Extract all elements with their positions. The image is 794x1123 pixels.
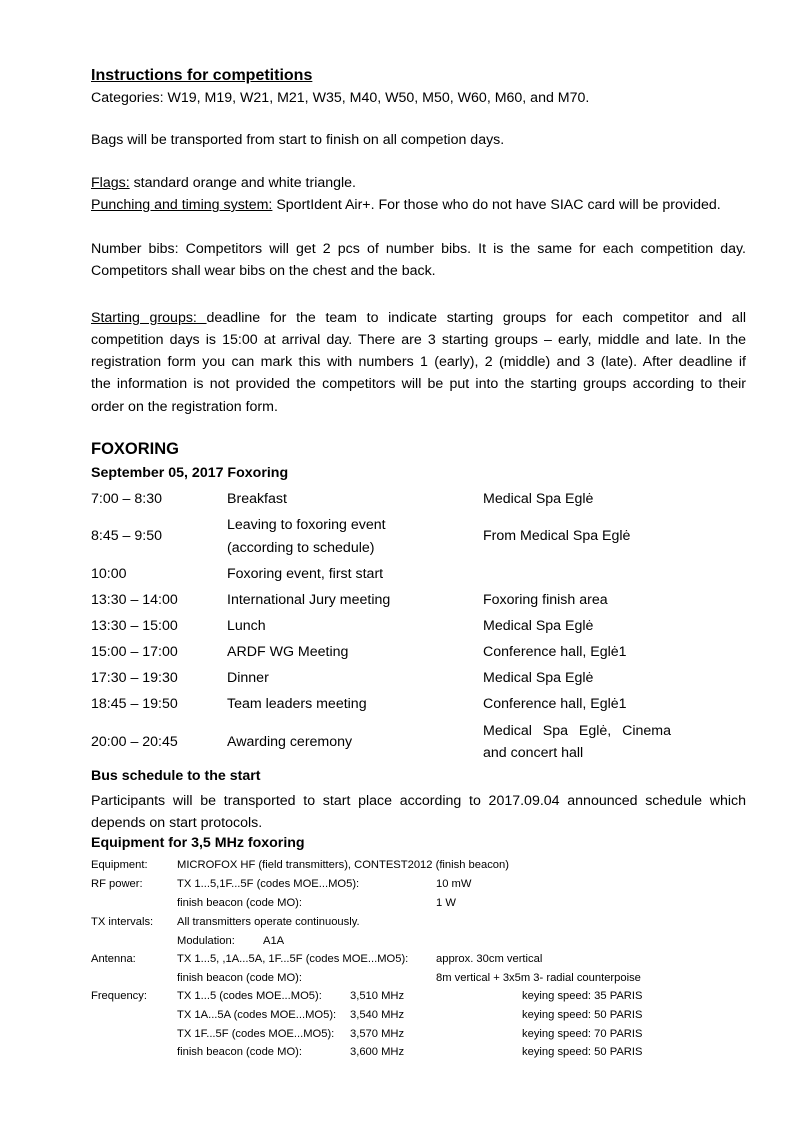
frequency-tx: finish beacon (code MO): — [177, 1046, 302, 1058]
rf-power-beacon: finish beacon (code MO): — [177, 897, 302, 909]
modulation-value: A1A — [263, 935, 285, 947]
frequency-mhz: 3,570 MHz — [350, 1028, 405, 1040]
frequency-speed: keying speed: 70 PARIS — [522, 1028, 643, 1040]
schedule-place: Conference hall, Eglė1 — [483, 643, 627, 660]
foxoring-schedule-table — [91, 486, 673, 767]
table-row — [91, 613, 673, 639]
schedule-event: Team leaders meeting — [227, 695, 367, 712]
equipment-value: MICROFOX HF (field transmitters), CONTEST2012 (finish beacon) — [177, 859, 509, 871]
table-row — [91, 717, 673, 767]
schedule-place: From Medical Spa Eglė — [483, 528, 631, 545]
schedule-place-line-1: Medical Spa Eglė, Cinema — [483, 722, 671, 739]
punching-line — [91, 194, 721, 216]
categories-text: Categories: W19, M19, W21, M21, W35, M40, W50, M50, W60, M60, and M70. — [91, 90, 590, 106]
punching-text: SportIdent Air+. For those who do not have SIAC card will be provided. — [272, 197, 721, 213]
frequency-tx: TX 1F...5F (codes MOE...MO5): — [177, 1028, 335, 1040]
schedule-event: Lunch — [227, 617, 266, 634]
schedule-place-line-2: and concert hall — [483, 745, 584, 761]
bus-line-2: depends on start protocols. — [91, 815, 263, 831]
schedule-place: Conference hall, Eglė1 — [483, 695, 627, 712]
table-row — [91, 486, 673, 512]
bus-line-1: Participants will be transported to start place according to 2017.09.04 announced schedule which — [91, 793, 746, 809]
table-row — [91, 512, 673, 561]
frequency-label: Frequency: — [91, 990, 147, 1002]
table-row — [91, 639, 673, 665]
frequency-speed: keying speed: 35 PARIS — [522, 990, 643, 1002]
schedule-time: 17:30 – 19:30 — [91, 669, 178, 686]
schedule-time: 7:00 – 8:30 — [91, 490, 162, 507]
frequency-tx: TX 1...5 (codes MOE...MO5): — [177, 990, 322, 1002]
schedule-time: 18:45 – 19:50 — [91, 695, 178, 712]
schedule-event: Foxoring event, first start — [227, 565, 384, 582]
frequency-mhz: 3,600 MHz — [350, 1046, 405, 1058]
schedule-place: Medical Spa Eglė — [483, 617, 594, 634]
bibs-line-1: Number bibs: Competitors will get 2 pcs of number bibs. It is the same for each competition day. — [91, 241, 746, 257]
starting-groups-label: Starting groups: — [91, 310, 207, 326]
schedule-place — [483, 717, 673, 767]
starting-groups-line-3: registration form you can mark this with numbers 1 (early), 2 (middle) and 3 (late). After deadline if — [91, 354, 746, 370]
starting-groups-line-4: the information is not provided the competitors will be put into the starting groups according to their — [91, 376, 746, 392]
tx-intervals-label: TX intervals: — [91, 916, 154, 928]
rf-power-tx-value: 10 mW — [436, 878, 472, 890]
frequency-speed: keying speed: 50 PARIS — [522, 1009, 643, 1021]
flags-text: standard orange and white triangle. — [129, 175, 357, 191]
equipment-heading: Equipment for 3,5 MHz foxoring — [91, 835, 305, 851]
schedule-event: ARDF WG Meeting — [227, 643, 349, 660]
schedule-time: 10:00 — [91, 565, 127, 582]
starting-groups-line-5: order on the registration form. — [91, 399, 278, 415]
frequency-mhz: 3,510 MHz — [350, 990, 405, 1002]
schedule-time: 8:45 – 9:50 — [91, 528, 162, 545]
schedule-time: 20:00 – 20:45 — [91, 733, 178, 750]
starting-groups-text-1: deadline for the team to indicate starting groups for each competitor and all — [206, 310, 746, 326]
foxoring-heading: FOXORING — [91, 440, 180, 458]
equipment-label: Equipment: — [91, 859, 148, 871]
schedule-time: 13:30 – 15:00 — [91, 617, 178, 634]
antenna-label: Antenna: — [91, 953, 136, 965]
tx-intervals-value: All transmitters operate continuously. — [177, 916, 360, 928]
table-row — [91, 665, 673, 691]
starting-groups-line-1 — [91, 307, 746, 329]
schedule-event-line-1: Leaving to foxoring event — [227, 517, 386, 534]
schedule-place: Medical Spa Eglė — [483, 490, 594, 507]
table-row — [91, 587, 673, 613]
frequency-tx: TX 1A...5A (codes MOE...MO5): — [177, 1009, 337, 1021]
rf-power-label: RF power: — [91, 878, 143, 890]
schedule-event-line-2: (according to schedule) — [227, 539, 375, 556]
bags-text: Bags will be transported from start to finish on all competion days. — [91, 132, 505, 148]
schedule-event — [227, 512, 483, 561]
frequency-mhz: 3,540 MHz — [350, 1009, 405, 1021]
flags-label: Flags: — [91, 175, 130, 191]
schedule-event: Awarding ceremony — [227, 733, 353, 750]
antenna-tx: TX 1...5, ,1A...5A, 1F...5F (codes MOE...MO5): — [177, 953, 409, 965]
schedule-place: Foxoring finish area — [483, 591, 608, 608]
frequency-speed: keying speed: 50 PARIS — [522, 1046, 643, 1058]
schedule-place: Medical Spa Eglė — [483, 669, 594, 686]
schedule-event: Dinner — [227, 669, 269, 686]
bibs-line-2: Competitors shall wear bibs on the chest and the back. — [91, 263, 436, 279]
instructions-heading: Instructions for competitions — [91, 67, 313, 84]
schedule-event: International Jury meeting — [227, 591, 391, 608]
rf-power-tx: TX 1...5,1F...5F (codes MOE...MO5): — [177, 878, 360, 890]
table-row — [91, 561, 673, 587]
table-row — [91, 691, 673, 717]
antenna-tx-value: approx. 30cm vertical — [436, 953, 543, 965]
schedule-time: 15:00 – 17:00 — [91, 643, 178, 660]
schedule-place — [483, 561, 673, 587]
schedule-time: 13:30 – 14:00 — [91, 591, 178, 608]
foxoring-date-heading: September 05, 2017 Foxoring — [91, 465, 289, 481]
flags-line — [91, 172, 356, 194]
punching-label: Punching and timing system: — [91, 197, 273, 213]
bus-heading: Bus schedule to the start — [91, 768, 261, 784]
schedule-event: Breakfast — [227, 490, 287, 507]
antenna-beacon: finish beacon (code MO): — [177, 972, 302, 984]
rf-power-beacon-value: 1 W — [436, 897, 456, 909]
modulation-label: Modulation: — [177, 935, 235, 947]
antenna-beacon-value: 8m vertical + 3x5m 3- radial counterpoise — [436, 972, 641, 984]
starting-groups-line-2: competition days is 15:00 at arrival day. There are 3 starting groups – early, middle and late. In the — [91, 332, 746, 348]
